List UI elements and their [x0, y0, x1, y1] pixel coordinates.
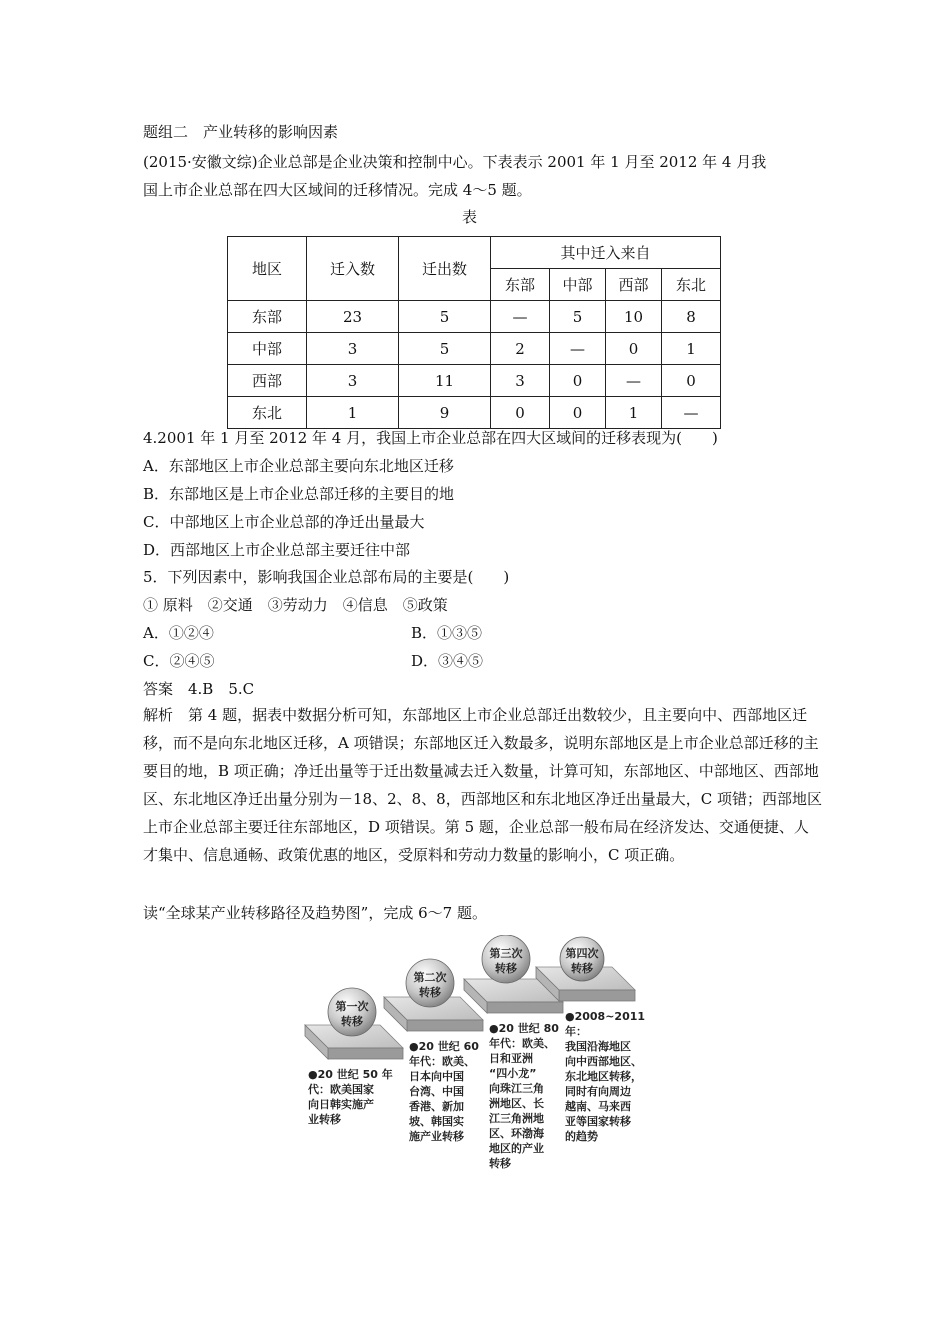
subheader-northeast: 东北 — [662, 269, 721, 301]
step-3-description: ●20 世纪 80 年代：欧美、 日和亚洲 “四小龙” 向珠江三角 洲地区、长 江三角洲地 区、环渤海 地区的产业 转移 — [489, 1022, 559, 1170]
analysis: 解析 第 4 题，据表中数据分析可知，东部地区上市企业总部迁出数较少，且主要向中、西部地区迁移，而不是向东北地区迁移，A 项错误；东部地区迁入数最多，说明东部地区是上市企业总部迁移的主要目的地，B 项正确；净迁出量等于迁出数量减去迁入数量，计算可知，东部地区、中部地区、西部地区、东北地区净迁出量分别为－18、2、8、8，西部地区和东北地区净迁出量最大，C 项错；西部地区上市企业总部主要迁往东部地区，D 项错误。第 5 题，企业总部一般布局在经济发达、交通便捷、人才集中、信息通畅、政策优惠的地区，受原料和劳动力数量的影响小，C 项正确。 — [143, 706, 822, 864]
subheader-central: 中部 — [550, 269, 606, 301]
cell-from: 1 — [606, 397, 662, 429]
subheader-east: 东部 — [491, 269, 550, 301]
table-row — [228, 397, 721, 429]
cell-from: 0 — [662, 365, 721, 397]
intro-line-2: 国上市企业总部在四大区域间的迁移情况。完成 4～5 题。 — [143, 181, 532, 199]
cell-from: — — [550, 333, 606, 365]
cell-from: — — [491, 301, 550, 333]
header-from-group: 其中迁入来自 — [491, 237, 721, 269]
cell-from: 2 — [491, 333, 550, 365]
step-2-badge-line1: 第二次 — [413, 971, 447, 984]
step-1-badge-line1: 第一次 — [335, 1000, 369, 1013]
table-row — [228, 301, 721, 333]
cell-from: 5 — [550, 301, 606, 333]
cell-from: 3 — [491, 365, 550, 397]
cell-out: 9 — [399, 397, 491, 429]
step-2-description: ●20 世纪 60 年代：欧美、 日本向中国 台湾、中国 香港、新加 坡、韩国实 施产业转移 — [409, 1040, 479, 1143]
table-row — [228, 333, 721, 365]
cell-in: 23 — [307, 301, 399, 333]
q4-option-d: D．西部地区上市企业总部主要迁往中部 — [143, 541, 411, 559]
cell-from: 0 — [606, 333, 662, 365]
cell-from: 10 — [606, 301, 662, 333]
step-3-badge-line2: 转移 — [495, 962, 517, 975]
step-2-badge-line2: 转移 — [419, 986, 441, 999]
q5-option-c: C．②④⑤ — [143, 652, 215, 670]
step-1-description: ●20 世纪 50 年 代：欧美国家 向日韩实施产 业转移 — [308, 1068, 393, 1126]
cell-from: — — [662, 397, 721, 429]
header-region: 地区 — [228, 237, 307, 301]
answer: 答案 4.B 5.C — [143, 680, 255, 698]
cell-from: — — [606, 365, 662, 397]
q4-option-a: A．东部地区上市企业总部主要向东北地区迁移 — [143, 457, 454, 475]
cell-from: 0 — [550, 397, 606, 429]
cell-out: 11 — [399, 365, 491, 397]
q5-factors: ① 原料 ②交通 ③劳动力 ④信息 ⑤政策 — [143, 596, 448, 614]
step-1-badge-line2: 转移 — [341, 1015, 363, 1028]
q5-option-a: A．①②④ — [143, 624, 214, 642]
q4-option-b: B．东部地区是上市企业总部迁移的主要目的地 — [143, 485, 455, 503]
cell-in: 1 — [307, 397, 399, 429]
header-out: 迁出数 — [399, 237, 491, 301]
step-4-badge-line1: 第四次 — [565, 947, 599, 960]
cell-from: 0 — [491, 397, 550, 429]
industry-transfer-diagram — [300, 935, 660, 1197]
table-caption: 表 — [462, 208, 478, 226]
migration-table — [227, 236, 721, 429]
cell-from: 1 — [662, 333, 721, 365]
subheader-west: 西部 — [606, 269, 662, 301]
header-in: 迁入数 — [307, 237, 399, 301]
cell-from: 8 — [662, 301, 721, 333]
step-3-badge-line1: 第三次 — [489, 947, 523, 960]
cell-region: 东北 — [228, 397, 307, 429]
cell-out: 5 — [399, 301, 491, 333]
q5-option-b: B．①③⑤ — [411, 624, 483, 642]
cell-in: 3 — [307, 365, 399, 397]
q5-option-d: D．③④⑤ — [411, 652, 484, 670]
q4-stem: 4.2001 年 1 月至 2012 年 4 月，我国上市企业总部在四大区域间的迁移表现为( ) — [143, 429, 718, 447]
step-4-badge-line2: 转移 — [571, 962, 593, 975]
cell-out: 5 — [399, 333, 491, 365]
cell-in: 3 — [307, 333, 399, 365]
q4-option-c: C．中部地区上市企业总部的净迁出量最大 — [143, 513, 425, 531]
cell-region: 西部 — [228, 365, 307, 397]
table-row — [228, 365, 721, 397]
section-title: 题组二 产业转移的影响因素 — [143, 123, 339, 141]
read-prompt: 读“全球某产业转移路径及趋势图”，完成 6～7 题。 — [143, 904, 487, 922]
cell-from: 0 — [550, 365, 606, 397]
q5-stem: 5．下列因素中，影响我国企业总部布局的主要是( ) — [143, 568, 510, 586]
intro-line-1: (2015·安徽文综)企业总部是企业决策和控制中心。下表表示 2001 年 1 月至 2012 年 4 月我 — [143, 153, 767, 171]
cell-region: 东部 — [228, 301, 307, 333]
cell-region: 中部 — [228, 333, 307, 365]
step-4-description: ●2008~2011年： 我国沿海地区 向中西部地区、 东北地区转移， 同时有向周边 越南、马来西 亚等国家转移 的趋势 — [565, 1010, 646, 1143]
